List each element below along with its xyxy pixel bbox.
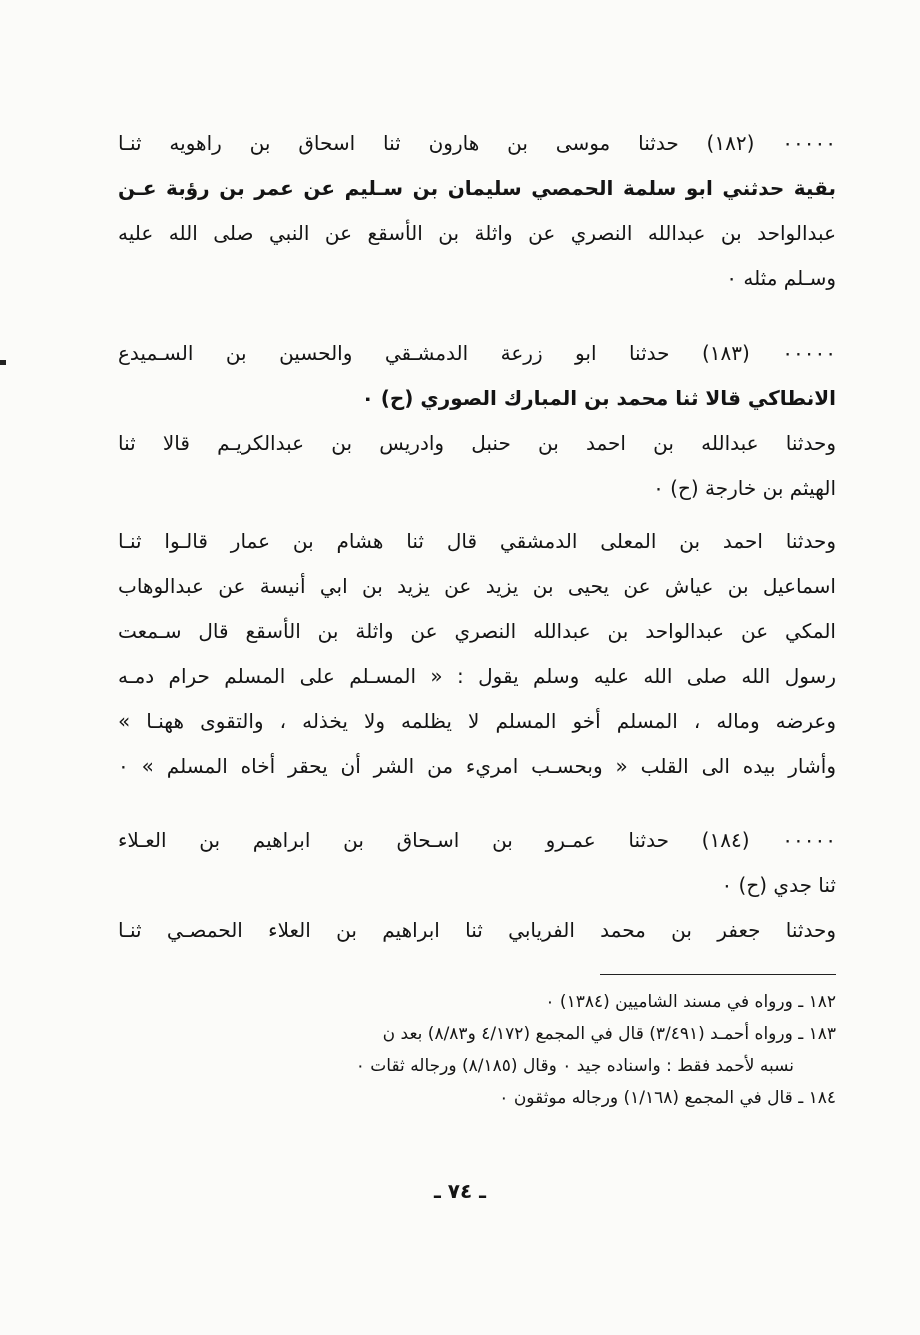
- body-line: عبدالواحد بن عبدالله النصري عن واثلة بن الأسقع عن النبي صلى الله عليه: [118, 221, 836, 245]
- body-line: ٠٠٠٠٠ (١٨٢) حدثنا موسى بن هارون ثنا اسحاق بن راهويه ثنـا: [118, 131, 836, 155]
- body-line: اسماعيل بن عياش عن يحيى بن يزيد عن يزيد بن ابي أنيسة عن عبدالوهاب: [118, 574, 836, 598]
- footnote-continuation: نسبه لأحمد فقط : واسناده جيد ٠ وقال (٨/١٨٥) ورجاله ثقات ٠: [355, 1056, 794, 1076]
- body-line: وحدثنا احمد بن المعلى الدمشقي قال ثنا هشام بن عمار قالـوا ثنـا: [118, 529, 836, 553]
- body-line: الانطاكي قالا ثنا محمد بن المبارك الصوري (ح) ٠: [361, 386, 836, 410]
- body-line: وعرضه وماله ، المسلم أخو المسلم لا يظلمه ولا يخذله ، والتقوى ههنـا »: [118, 709, 836, 733]
- page-number: ـ ٧٤ ـ: [433, 1179, 487, 1203]
- body-line: رسول الله صلى الله عليه وسلم يقول : « المسـلم على المسلم حرام دمـه: [118, 664, 836, 688]
- body-line: بقية حدثني ابو سلمة الحمصي سليمان بن سـليم عن عمر بن رؤبة عـن: [118, 176, 836, 200]
- body-line: وحدثنا عبدالله بن احمد بن حنبل وادريس بن عبدالكريـم قالا ثنا: [118, 431, 836, 455]
- footnote: ١٨٣ ـ ورواه أحمـد (٣/٤٩١) قال في المجمع (٤/١٧٢ و٨/٨٣) بعد ن: [382, 1024, 836, 1044]
- body-line: الهيثم بن خارجة (ح) ٠: [653, 476, 836, 500]
- margin-mark: [0, 360, 6, 365]
- body-line: وأشار بيده الى القلب « وبحسـب امريء من الشر أن يحقر أخاه المسلم » ٠: [118, 754, 836, 778]
- body-line: وسـلم مثله ٠: [726, 266, 836, 290]
- footnote-separator: [600, 974, 836, 975]
- body-line: المكي عن عبدالواحد بن عبدالله النصري عن واثلة بن الأسقع قال سـمعت: [118, 619, 836, 643]
- footnote: ١٨٤ ـ قال في المجمع (١/١٦٨) ورجاله موثقون ٠: [499, 1088, 836, 1108]
- body-line: ثنا جدي (ح) ٠: [721, 873, 836, 897]
- body-line: ٠٠٠٠٠ (١٨٤) حدثنا عمـرو بن اسـحاق بن ابراهيم بن العـلاء: [118, 828, 836, 852]
- body-line: وحدثنا جعفر بن محمد الفريابي ثنا ابراهيم بن العلاء الحمصـي ثنـا: [118, 918, 836, 942]
- footnote: ١٨٢ ـ ورواه في مسند الشاميين (١٣٨٤) ٠: [545, 992, 836, 1012]
- body-line: ٠٠٠٠٠ (١٨٣) حدثنا ابو زرعة الدمشـقي والحسين بن السـميدع: [118, 341, 836, 365]
